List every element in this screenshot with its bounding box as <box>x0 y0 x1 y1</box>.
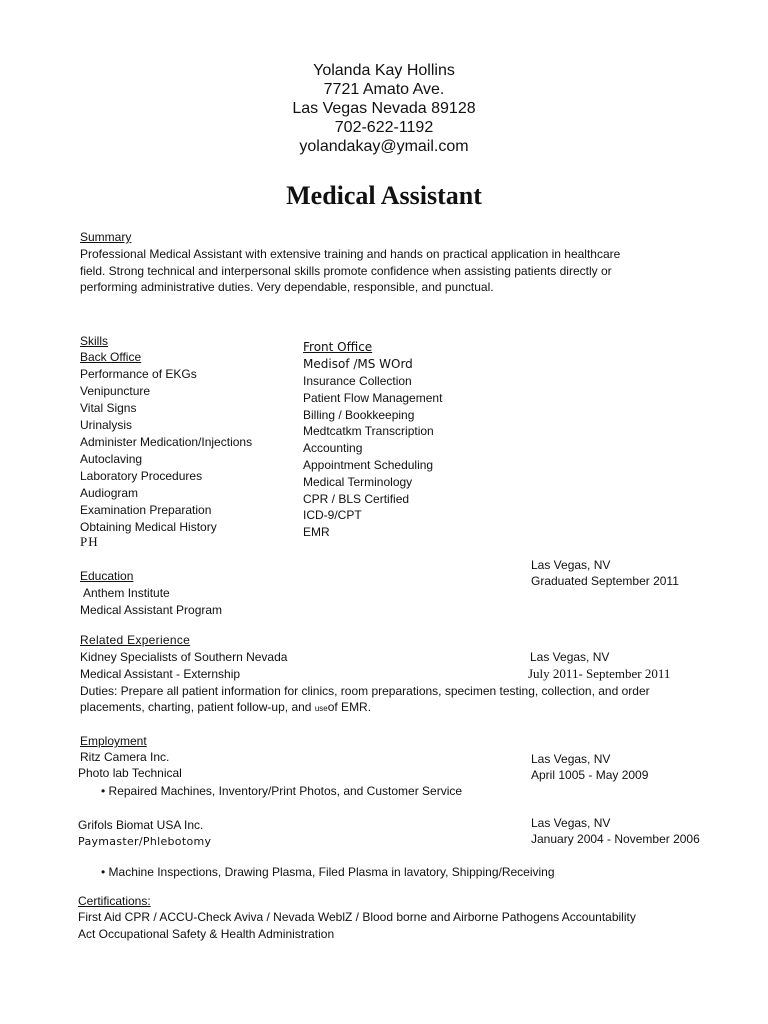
job-2-role: Paymaster/Phlebotomy <box>78 835 212 848</box>
list-item: Medtcatkm Transcription <box>303 424 434 439</box>
list-item: Appointment Scheduling <box>303 457 434 472</box>
front-office-first-item: Medisof /MS WOrd <box>303 357 413 371</box>
contact-name: Yolanda Kay Hollins <box>313 62 455 79</box>
certifications-line1: First Aid CPR / ACCU-Check Aviva / Nevada WeblZ / Blood borne and Airborne Pathogens Accountability <box>78 910 636 924</box>
job-1-employer: Ritz Camera Inc. <box>80 750 170 764</box>
education-date: Graduated September 2011 <box>531 574 679 588</box>
certifications-line2: Act Occupational Safety & Health Administration <box>78 927 335 941</box>
job-2-employer: Grifols Biomat USA Inc. <box>78 818 204 832</box>
job-2-bullet: • Machine Inspections, Drawing Plasma, Filed Plasma in lavatory, Shipping/Receiving <box>101 865 555 879</box>
duties-text-small: use <box>314 704 328 713</box>
list-item: Accounting <box>303 441 363 456</box>
job-1-role: Photo lab Technical <box>78 766 182 780</box>
list-item: Patient Flow Management <box>303 390 443 405</box>
list-item: ICD-9/CPT <box>303 508 362 523</box>
back-office-heading: Back Office <box>80 350 142 364</box>
front-office-heading: Front Office <box>303 340 373 354</box>
education-location: Las Vegas, NV <box>531 558 611 572</box>
list-item: Examination Preparation <box>80 503 212 517</box>
back-office-list <box>80 366 252 536</box>
list-item: Medical Terminology <box>303 474 413 489</box>
list-item: Laboratory Procedures <box>80 469 203 483</box>
job-2-location: Las Vegas, NV <box>531 816 611 830</box>
back-office-extra: PH <box>80 534 99 549</box>
related-duties-line2 <box>80 699 371 717</box>
summary-heading: Summary <box>80 230 132 244</box>
job-2-date: January 2004 - November 2006 <box>531 832 700 846</box>
job-1-bullet: • Repaired Machines, Inventory/Print Photos, and Customer Service <box>101 784 463 798</box>
education-heading: Education <box>80 569 134 583</box>
duties-text-end: of EMR. <box>327 700 372 714</box>
list-item: Insurance Collection <box>303 374 412 388</box>
contact-city: Las Vegas Nevada 89128 <box>292 100 476 117</box>
job-1-date: April 1005 - May 2009 <box>531 768 649 782</box>
list-item: Audiogram <box>80 486 139 500</box>
education-program: Medical Assistant Program <box>80 603 223 617</box>
contact-email: yolandakay@ymail.com <box>299 138 469 155</box>
education-school: Anthem Institute <box>83 586 170 600</box>
list-item: Billing / Bookkeeping <box>303 407 415 422</box>
list-item: EMR <box>303 525 330 540</box>
list-item: Autoclaving <box>80 452 143 466</box>
front-office-list <box>303 373 442 541</box>
related-employer: Kidney Specialists of Southern Nevada <box>80 650 288 664</box>
duties-text: placements, charting, patient follow-up, and <box>80 700 312 714</box>
list-item: Obtaining Medical History <box>80 520 217 534</box>
related-location: Las Vegas, NV <box>530 650 610 664</box>
resume-title: Medical Assistant <box>286 181 482 210</box>
list-item: Vital Signs <box>80 401 137 415</box>
summary-text: Professional Medical Assistant with extensive training and hands on practical application in healthcare field. Strong technical and interpersonal skills promote confidence when assisting patients directly or performing administrative duties. Very dependable, responsible, and punctual. <box>80 247 621 294</box>
list-item: CPR / BLS Certified <box>303 491 410 506</box>
contact-street: 7721 Amato Ave. <box>323 81 445 98</box>
related-experience-heading: Related Experience <box>80 633 191 647</box>
contact-phone: 702-622-1192 <box>334 119 434 136</box>
related-role: Medical Assistant - Externship <box>80 667 241 681</box>
job-1-location: Las Vegas, NV <box>531 752 611 766</box>
list-item: Performance of EKGs <box>80 367 197 381</box>
skills-heading: Skills <box>80 334 109 348</box>
list-item: Venipuncture <box>80 384 151 398</box>
related-date: July 2011- September 2011 <box>528 666 671 681</box>
related-duties-line1: Duties: Prepare all patient information for clinics, room preparations, specimen testing, collection, and order <box>80 684 650 698</box>
list-item: Urinalysis <box>80 418 133 432</box>
list-item: Administer Medication/Injections <box>80 435 253 449</box>
certifications-heading: Certifications: <box>78 894 151 908</box>
employment-heading: Employment <box>80 734 147 748</box>
